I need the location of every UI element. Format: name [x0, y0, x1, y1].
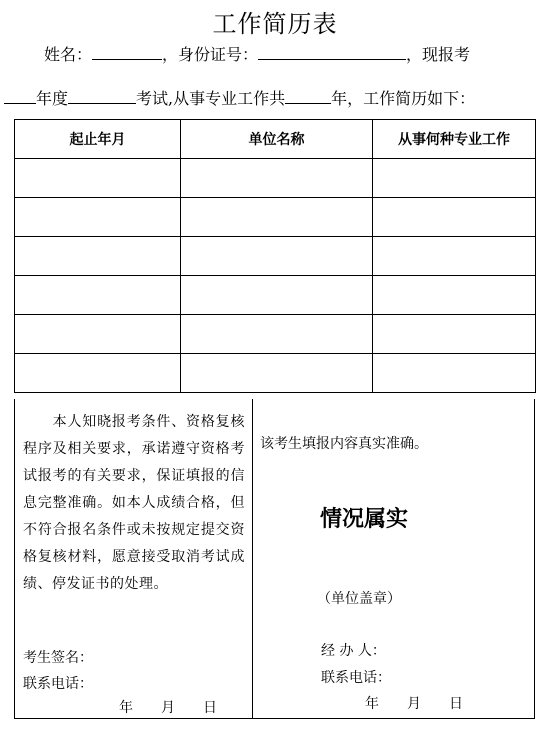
employer-cell[interactable] [181, 237, 373, 276]
line-year-experience [4, 86, 475, 109]
table-row [15, 159, 536, 198]
employer-cell[interactable] [181, 276, 373, 315]
exam-name-blank[interactable] [68, 89, 136, 104]
year-label: 年度 [36, 89, 69, 108]
employer-cell[interactable] [181, 315, 373, 354]
table-row [15, 315, 536, 354]
specialty-cell[interactable] [373, 237, 536, 276]
specialty-cell[interactable] [373, 159, 536, 198]
unit-date: 年 月 日 [365, 696, 463, 712]
candidate-signature-label: 考生签名： [23, 650, 93, 666]
table-row [15, 354, 536, 393]
name-label: 姓名： [44, 45, 93, 64]
header-employer: 单位名称 [181, 120, 373, 159]
candidate-declaration: 本人知晓报考条件、资格复核程序及相关要求，承诺遵守资格考试报考的有关要求，保证填报的信息完整准确。如本人成绩合格，但不符合报名条件或未按规定提交资格复核材料，愿意接受取消考试成绩、停发证书的处理。 [23, 414, 245, 592]
employer-cell[interactable] [181, 354, 373, 393]
specialty-cell[interactable] [373, 198, 536, 237]
period-cell[interactable] [15, 354, 181, 393]
section-divider [252, 399, 253, 719]
candidate-date: 年 月 日 [119, 700, 217, 716]
exam-label: ，现报考 [406, 45, 471, 64]
name-blank[interactable] [92, 45, 162, 60]
years-blank[interactable] [285, 89, 331, 104]
id-number-blank[interactable] [258, 45, 406, 60]
unit-statement: 该考生填报内容真实准确。 [260, 436, 428, 452]
unit-handler-label: 经 办 人： [321, 643, 386, 659]
header-specialty: 从事何种专业工作 [373, 120, 536, 159]
specialty-cell[interactable] [373, 276, 536, 315]
employer-cell[interactable] [181, 198, 373, 237]
candidate-phone-label: 联系电话： [23, 676, 93, 692]
exam-suffix: 考试,从事专业工作共 [136, 89, 286, 108]
period-cell[interactable] [15, 237, 181, 276]
line-name-id [44, 42, 470, 65]
signature-section [14, 399, 535, 719]
period-cell[interactable] [15, 315, 181, 354]
id-label: ，身份证号： [162, 45, 259, 64]
table-row [15, 276, 536, 315]
table-header-row [15, 120, 536, 159]
period-cell[interactable] [15, 276, 181, 315]
employer-cell[interactable] [181, 159, 373, 198]
specialty-cell[interactable] [373, 354, 536, 393]
unit-phone-label: 联系电话： [321, 670, 391, 686]
specialty-cell[interactable] [373, 315, 536, 354]
table-row [15, 198, 536, 237]
form-title: 工作简历表 [212, 10, 338, 38]
unit-stamp-label: （单位盖章） [317, 591, 401, 607]
year-blank[interactable] [4, 89, 36, 104]
period-cell[interactable] [15, 159, 181, 198]
unit-verdict: 情况属实 [320, 506, 409, 532]
period-cell[interactable] [15, 198, 181, 237]
resume-table [14, 119, 536, 393]
header-period: 起止年月 [15, 120, 181, 159]
table-row [15, 237, 536, 276]
summary-label: 年，工作简历如下： [331, 89, 476, 108]
